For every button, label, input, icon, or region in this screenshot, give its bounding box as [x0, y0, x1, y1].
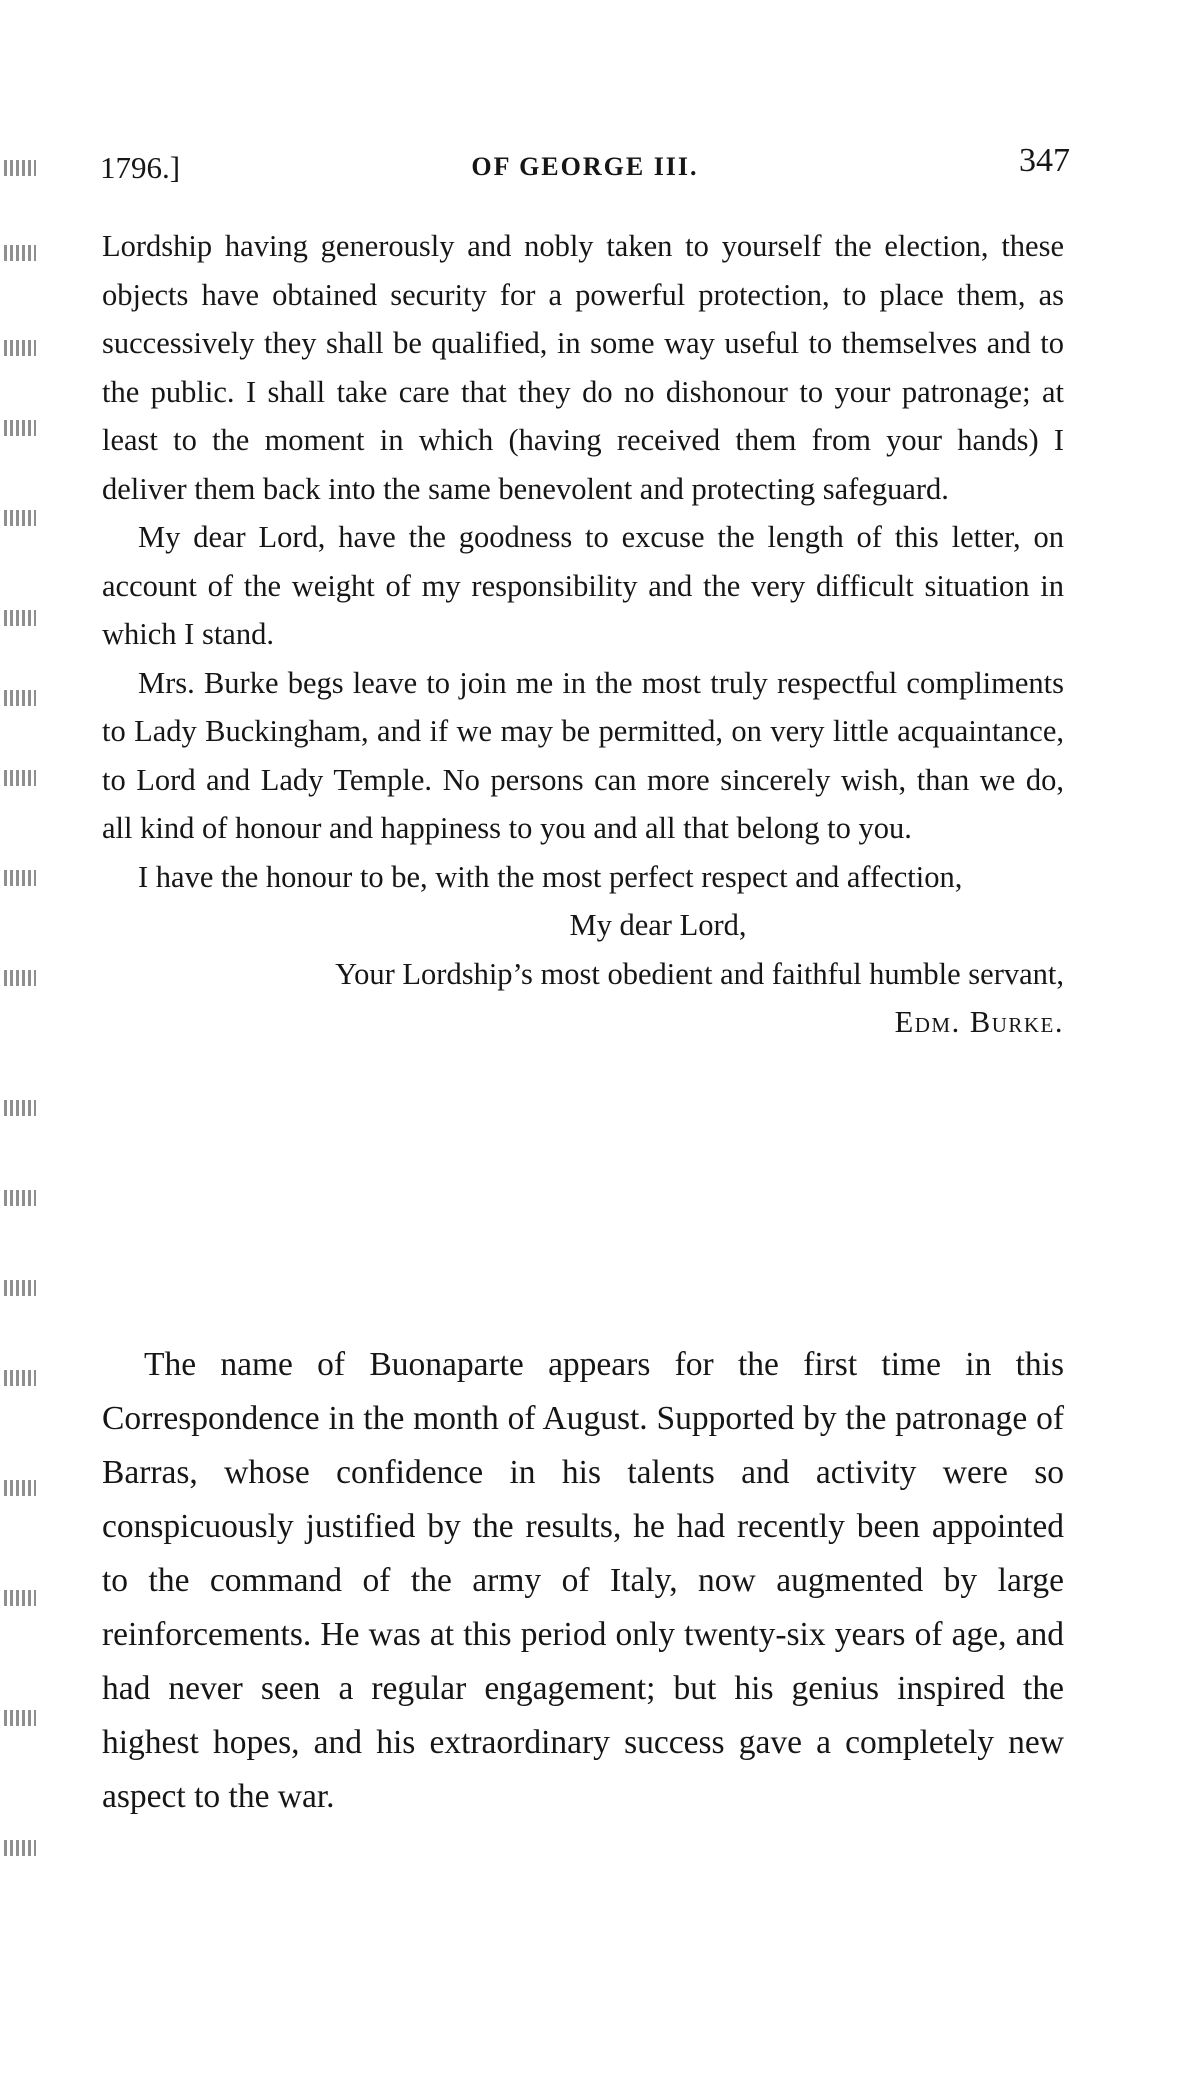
letter-signature: Edm. Burke.	[894, 1005, 1064, 1039]
running-head	[100, 142, 1070, 192]
letter-paragraph-1: Lordship having generously and nobly taken to yourself the election, these objects have obtained security for a powerful protection, to place them, as successively they shall be qualified, in some way useful to themselves and to the public. I shall take care that they do no dishonour to your patronage; at least to the moment in which (having received them from your hands) I deliver them back into the same benevolent and protecting safeguard.	[102, 229, 1064, 506]
header-date: 1796.]	[100, 150, 181, 185]
binding-gutter-fragments	[0, 150, 40, 1950]
header-title: OF GEORGE III.	[471, 152, 699, 181]
letter-text	[102, 222, 1064, 1047]
narrative-text	[102, 1338, 1064, 1824]
letter-valediction: Your Lordship’s most obedient and faithful humble servant,	[335, 956, 1064, 991]
letter-salutation: My dear Lord,	[569, 908, 747, 942]
letter-paragraph-4: I have the honour to be, with the most perfect respect and affection,	[138, 859, 963, 894]
letter-paragraph-3: Mrs. Burke begs leave to join me in the most truly respectful compliments to Lady Buckingham, and if we may be permitted, on very little acquaintance, to Lord and Lady Temple. No persons can more sincerely wish, than we do, all kind of honour and happiness to you and all that belong to you.	[102, 665, 1064, 845]
letter-paragraph-2: My dear Lord, have the goodness to excuse the length of this letter, on account of the weight of my responsibility and the very difficult situation in which I stand.	[102, 520, 1064, 651]
page-number: 347	[1019, 142, 1070, 179]
narrative-paragraph: The name of Buonaparte appears for the first time in this Correspondence in the month of August. Supported by the patronage of Barras, whose confidence in his talents and activity were so conspicuously justified by the results, he had recently been appointed to the command of the army of Italy, now augmented by large reinforcements. He was at this period only twenty-six years of age, and had never seen a regular engagement; but his genius inspired the highest hopes, and his extraordinary success gave a completely new aspect to the war.	[102, 1346, 1064, 1815]
